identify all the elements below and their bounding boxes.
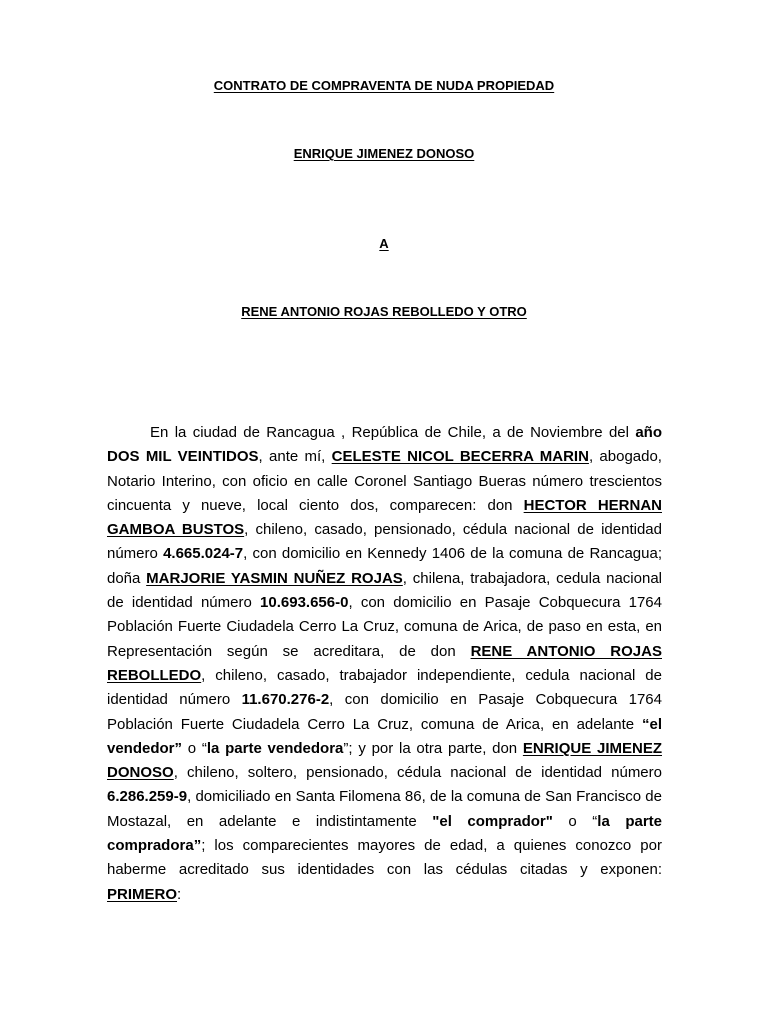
body-text-segment: , chilena, trabajadora, cedula nacional de identidad número [107, 569, 662, 612]
contract-body-paragraph [107, 421, 662, 907]
id-number-rene: 11.670.276-2 [241, 691, 330, 709]
id-number-marjorie: 10.693.656-0 [260, 594, 349, 612]
clause-primero-label: PRIMERO [107, 885, 178, 903]
buyer-alias: "el comprador" [432, 812, 553, 830]
body-text-segment: o “ [552, 812, 598, 830]
id-number-enrique: 6.286.259-9 [107, 788, 188, 806]
body-text-segment: , ante mí, [258, 448, 332, 466]
seller-alias: “el vendedor” [107, 715, 662, 757]
contract-title: CONTRATO DE COMPRAVENTA DE NUDA PROPIEDAD [213, 78, 555, 93]
body-text-segment: , chileno, casado, trabajador independiente, cedula nacional de identidad número [107, 666, 662, 709]
body-text-segment: , chileno, soltero, pensionado, cédula nacional de identidad número [173, 764, 662, 782]
body-text-segment: ; los comparecientes mayores de edad, a quienes conozco por haberme acreditado sus identidades con las cédulas citadas y exponen: [107, 837, 662, 879]
party-name-rene: RENE ANTONIO ROJAS REBOLLEDO [107, 642, 662, 684]
buyer-alias-alt: la parte compradora” [107, 812, 662, 855]
seller-heading: RENE ANTONIO ROJAS REBOLLEDO Y OTRO [241, 304, 527, 319]
body-text-segment: : [177, 885, 182, 903]
notary-name: CELESTE NICOL BECERRA MARIN [331, 448, 589, 466]
body-text-segment: o “ [182, 739, 207, 757]
body-text-segment: ”; y por la otra parte, don [343, 739, 523, 757]
body-text-segment: , con domicilio en Kennedy 1406 de la comuna de Rancagua; doña [107, 545, 662, 587]
id-number-hector: 4.665.024-7 [163, 545, 244, 563]
body-text-segment: , domiciliado en Santa Filomena 86, de la comuna de San Francisco de Mostazal, en adelante e indistintamente [107, 788, 662, 830]
party-name-marjorie: MARJORIE YASMIN NUÑEZ ROJAS [146, 569, 403, 587]
body-text-segment: , con domicilio en Pasaje Cobquecura 1764 Población Fuerte Ciudadela Cerro La Cruz, comuna de Arica, de paso en esta, en Representación según se acreditara, de don [107, 594, 662, 660]
year-text: año DOS MIL VEINTIDOS [107, 424, 662, 466]
body-text-segment: , abogado, Notario Interino, con oficio en calle Coronel Santiago Bueras número trescientos cincuenta y nueve, local ciento dos, comparecen: don [107, 448, 662, 514]
body-text-segment: , con domicilio en Pasaje Cobquecura 1764 Población Fuerte Ciudadela Cerro La Cruz, comuna de Arica, en adelante [107, 691, 662, 733]
party-name-enrique: ENRIQUE JIMENEZ DONOSO [107, 739, 662, 782]
party-name-hector: HECTOR HERNAN GAMBOA BUSTOS [107, 496, 662, 539]
buyer-heading: ENRIQUE JIMENEZ DONOSO [293, 146, 475, 161]
body-text-segment: , chileno, casado, pensionado, cédula nacional de identidad número [107, 521, 662, 563]
connector-heading: A [379, 236, 389, 251]
seller-alias-alt: la parte vendedora [206, 739, 344, 757]
body-text-segment: En la ciudad de Rancagua , República de Chile, a de Noviembre del [150, 424, 636, 441]
